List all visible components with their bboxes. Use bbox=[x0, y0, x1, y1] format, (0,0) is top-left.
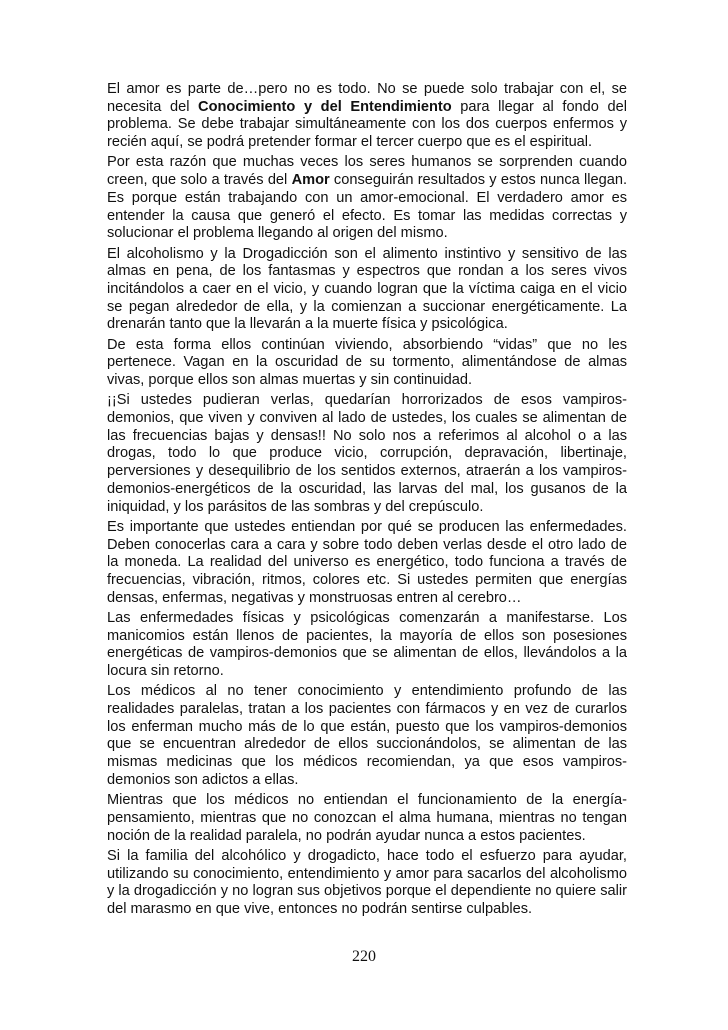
paragraph-10 bbox=[107, 848, 627, 919]
page-body bbox=[107, 81, 627, 921]
paragraph-1-text-2: para llegar al fondo del problema. Se debe trabajar simultáneamente con los dos cuerpos enfermos y recién aquí, se podrá pretender formar el tercer cuerpo que es el espiritual. bbox=[107, 98, 627, 151]
paragraph-5-text: ¡¡Si ustedes pudieran verlas, quedarían horrorizados de esos vampiros-demonios, que viven y conviven al lado de ustedes, los cuales se alimentan de las frecuencias bajas y densas!! No solo nos a referimos al alcohol o a las drogas, todo lo que produce vicio, corrupción, depravación, libertinaje, perversiones y desequilibrio de los sentidos externos, atraerán a los vampiros-demonios-energéticos de la oscuridad, las larvas del mal, los gusanos de la iniquidad, y los parásitos de las sombras y del crepúsculo. bbox=[107, 392, 627, 515]
page-number: 220 bbox=[352, 948, 376, 965]
paragraph-4 bbox=[107, 337, 627, 390]
paragraph-9-text: Mientras que los médicos no entiendan el funcionamiento de la energía-pensamiento, mientras que no conozcan el alma humana, mientras no tengan noción de la realidad paralela, no podrán ayudar nunca a estos pacientes. bbox=[107, 792, 627, 844]
paragraph-2-text-1: Por esta razón que muchas veces los seres humanos se sorprenden cuando creen, que solo a través del bbox=[107, 154, 627, 189]
paragraph-3 bbox=[107, 246, 627, 335]
paragraph-1-text-1: El amor es parte de…pero no es todo. No se puede solo trabajar con el, se necesita del bbox=[107, 81, 627, 115]
paragraph-2-bold-amor: Amor bbox=[291, 172, 330, 189]
paragraph-8-text: Los médicos al no tener conocimiento y entendimiento profundo de las realidades paralelas, tratan a los pacientes con fármacos y en vez de curarlos los enferman mucho más de lo que están, puesto que los vampiros-demonios que se encuentran alrededor de ellos succionándolos, se alimentan de las mismas medicinas que los médicos recomiendan, ya que esos vampiros-demonios son adictos a ellas. bbox=[107, 683, 627, 788]
paragraph-6-text: Es importante que ustedes entiendan por qué se producen las enfermedades. Deben conocerlas cara a cara y sobre todo deben verlas desde el otro lado de la moneda. La realidad del universo es energético, todo funciona a través de frecuencias, vibración, ritmos, colores etc. Si ustedes permiten que energías densas, enfermas, negativas y monstruosas entren al cerebro… bbox=[107, 518, 627, 606]
paragraph-9 bbox=[107, 792, 627, 845]
paragraph-2 bbox=[107, 154, 627, 243]
paragraph-7-text: Las enfermedades físicas y psicológicas comenzarán a manifestarse. Los manicomios están llenos de pacientes, la mayoría de ellos son posesiones energéticas de vampiros-demonios que se alimentan de ellos, llevándolos a la locura sin retorno. bbox=[107, 609, 627, 680]
paragraph-1-bold-conocimiento: Conocimiento y del Entendimiento bbox=[198, 98, 452, 115]
paragraph-4-text: De esta forma ellos continúan viviendo, absorbiendo “vidas” que no les pertenece. Vagan en la oscuridad de su tormento, alimentándose de almas vivas, porque ellos son almas muertas y sin continuidad. bbox=[107, 336, 627, 389]
paragraph-2-text-2: conseguirán resultados y estos nunca llegan. Es porque están trabajando con un amor-emocional. El verdadero amor es entender la causa que generó el efecto. Es tomar las medidas correctas y solucionar el problema llegando al origen del mismo. bbox=[107, 172, 627, 242]
paragraph-6 bbox=[107, 519, 627, 608]
paragraph-10-text: Si la familia del alcohólico y drogadicto, hace todo el esfuerzo para ayudar, utilizando su conocimiento, entendimiento y amor para sacarlos del alcoholismo y la drogadicción y no logran sus objetivos porque el dependiente no quiere salir del marasmo en que vive, entonces no podrán sentirse culpables. bbox=[107, 847, 627, 917]
paragraph-8 bbox=[107, 683, 627, 789]
paragraph-1 bbox=[107, 81, 627, 152]
paragraph-5 bbox=[107, 392, 627, 516]
paragraph-3-text: El alcoholismo y la Drogadicción son el alimento instintivo y sensitivo de las almas en pena, de los fantasmas y espectros que rondan a los seres vivos incitándolos a caer en el vicio, y cuando logran que la víctima caiga en el vicio se pegan alrededor de ella, y la comienzan a succionar energéticamente. La drenarán tanto que la llevarán a la muerte física y psicológica. bbox=[107, 245, 627, 333]
paragraph-7 bbox=[107, 610, 627, 681]
